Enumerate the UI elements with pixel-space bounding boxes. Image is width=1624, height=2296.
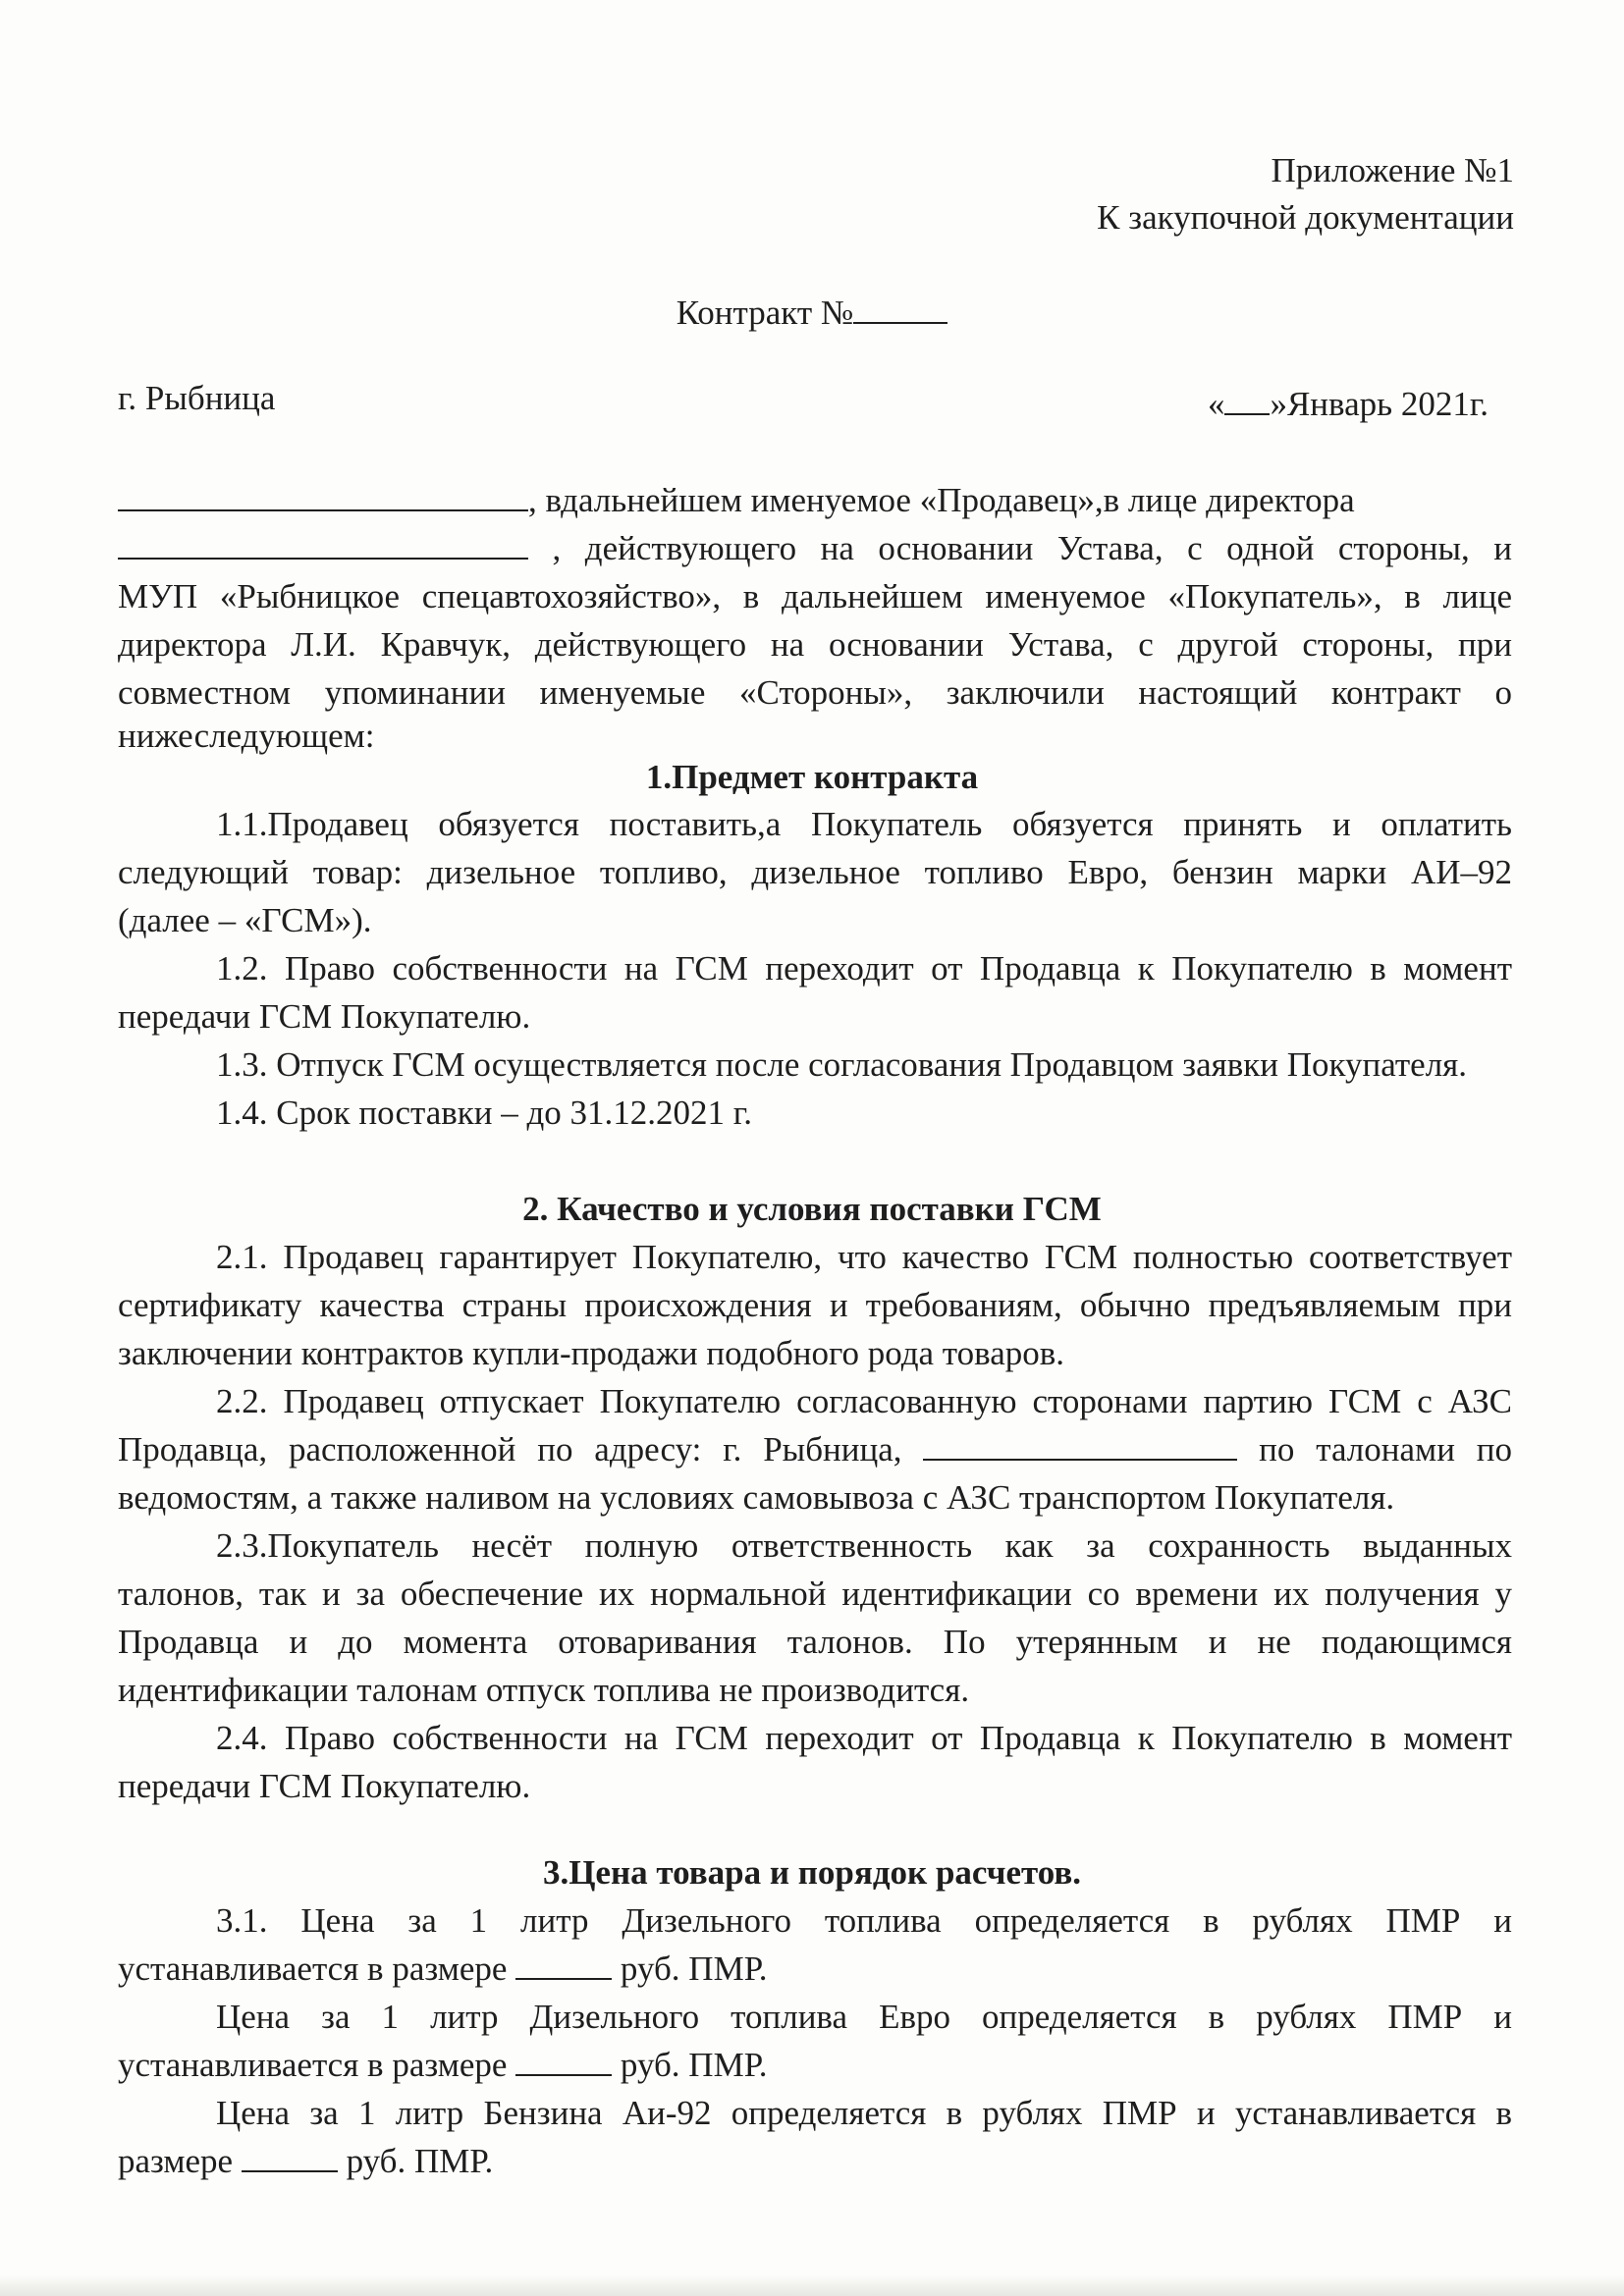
section-2-heading: 2. Качество и условия поставки ГСМ (522, 1190, 1102, 1228)
clause-2-1-line-3: заключении контрактов купли-продажи подобного рода товаров. (118, 1334, 1065, 1372)
contract-number-blank (853, 293, 947, 324)
preamble-line-1: , вдальнейшем именуемое «Продавец»,в лице директора (118, 479, 1355, 522)
date-day-blank (1224, 384, 1270, 415)
preamble-line-4: директора Л.И. Кравчук, действующего на основании Устава, с другой стороны, при (118, 625, 1512, 664)
diesel-price-blank (515, 1949, 612, 1980)
appendix-subtitle: К закупочной документации (1097, 198, 1514, 237)
scan-bottom-edge (0, 2275, 1624, 2296)
clause-2-3-line-3: Продавца и до момента отоваривания талонов. По утерянным и не подающимся (118, 1623, 1512, 1661)
price-diesel-euro-line-2: устанавливается в размере руб. ПМР. (118, 2046, 768, 2084)
preamble-line-6: нижеследующем: (118, 717, 375, 755)
clause-1-4: 1.4. Срок поставки – до 31.12.2021 г. (216, 1094, 752, 1132)
clause-1-1-line-2: следующий товар: дизельное топливо, дизельное топливо Евро, бензин марки АИ–92 (118, 853, 1512, 891)
section-1-heading: 1.Предмет контракта (645, 758, 979, 796)
clause-1-3: 1.3. Отпуск ГСМ осуществляется после согласования Продавцом заявки Покупателя. (216, 1045, 1468, 1084)
petrol-price-blank (242, 2141, 338, 2172)
director-name-blank (118, 528, 528, 560)
price-diesel-euro-line-1: Цена за 1 литр Дизельного топлива Евро определяется в рублях ПМР и (216, 1998, 1512, 2036)
clause-2-2-line-1: 2.2. Продавец отпускает Покупателю согласованную сторонами партию ГСМ с АЗС (216, 1382, 1512, 1420)
clause-3-1-line-2: устанавливается в размере руб. ПМР. (118, 1949, 768, 1988)
clause-1-1-line-1: 1.1.Продавец обязуется поставить,а Покупатель обязуется принять и оплатить (216, 805, 1512, 843)
preamble-line-5: совместном упоминании именуемые «Стороны», заключили настоящий контракт о (118, 673, 1512, 712)
preamble-line-2: , действующего на основании Устава, с одной стороны, и (118, 527, 1512, 570)
clause-2-1-line-2: сертификату качества страны происхождения и требованиям, обычно предъявляемым при (118, 1286, 1512, 1324)
clause-2-3-line-1: 2.3.Покупатель несёт полную ответственность как за сохранность выданных (216, 1526, 1512, 1565)
preamble-line-3: МУП «Рыбницкое спецавтохозяйство», в дальнейшем именуемое «Покупатель», в лице (118, 577, 1512, 615)
clause-2-2-line-3: ведомостям, а также наливом на условиях самовывоза с АЗС транспортом Покупателя. (118, 1478, 1395, 1517)
price-petrol-line-1: Цена за 1 литр Бензина Аи-92 определяется в рублях ПМР и устанавливается в (216, 2094, 1512, 2132)
clause-2-3-line-2: талонов, так и за обеспечение их нормальной идентификации со времени их получения у (118, 1575, 1512, 1613)
clause-2-1-line-1: 2.1. Продавец гарантирует Покупателю, что качество ГСМ полностью соответствует (216, 1238, 1512, 1276)
contract-date: « »Январь 2021г. (1207, 385, 1489, 423)
clause-1-1-line-3: (далее – «ГСМ»). (118, 901, 372, 939)
seller-name-blank (118, 480, 528, 511)
section-3-heading: 3.Цена товара и порядок расчетов. (542, 1853, 1082, 1892)
clause-2-3-line-4: идентификации талонам отпуск топлива не производится. (118, 1671, 970, 1709)
address-blank (923, 1429, 1237, 1461)
clause-1-2-line-2: передачи ГСМ Покупателю. (118, 997, 531, 1036)
clause-2-4-line-1: 2.4. Право собственности на ГСМ переходит от Продавца к Покупателю в момент (216, 1719, 1512, 1757)
clause-2-4-line-2: передачи ГСМ Покупателю. (118, 1767, 531, 1805)
clause-1-2-line-1: 1.2. Право собственности на ГСМ переходит от Продавца к Покупателю в момент (216, 949, 1512, 988)
contract-city: г. Рыбница (118, 379, 276, 417)
appendix-label: Приложение №1 (1271, 151, 1514, 189)
diesel-euro-price-blank (515, 2045, 612, 2076)
price-petrol-line-2: размере руб. ПМР. (118, 2142, 494, 2180)
clause-2-2-line-2: Продавца, расположенной по адресу: г. Рыбница, по талонами по (118, 1430, 1512, 1468)
clause-3-1-line-1: 3.1. Цена за 1 литр Дизельного топлива определяется в рублях ПМР и (216, 1901, 1512, 1940)
contract-title: Контракт № (0, 292, 1624, 335)
